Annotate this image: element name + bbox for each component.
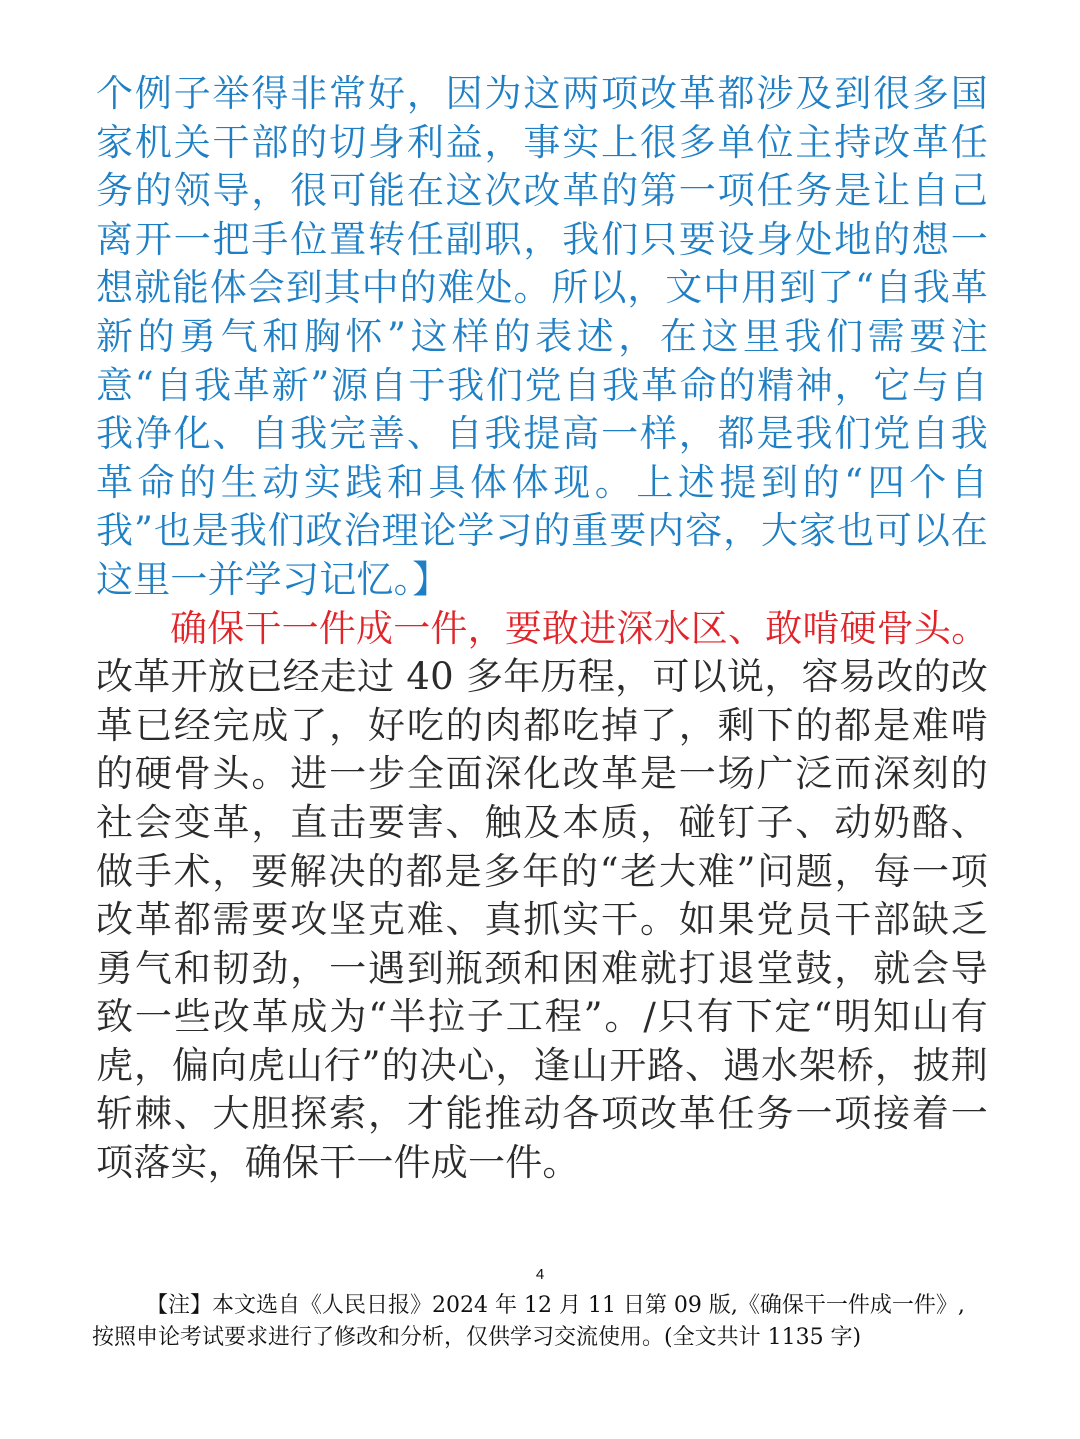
section-heading: 确保干一件成一件，要敢进深水区、敢啃硬骨头。 xyxy=(170,606,989,650)
footnote xyxy=(92,1290,992,1354)
footnote-line-1: 【注】本文选自《人民日报》2024 年 12 月 11 日第 09 版,《确保干一件成一件》, xyxy=(146,1293,965,1318)
main-paragraph: 改革开放已经走过 40 多年历程，可以说，容易改的改革已经完成了，好吃的肉都吃掉了，剩下的都是难啃的硬骨头。进一步全面深化改革是一场广泛而深刻的社会变革，直击要害、触及本质，碰钉子、动奶酪、做手术，要解决的都是多年的“老大难”问题，每一项改革都需要攻坚克难、真抓实干。如果党员干部缺乏勇气和韧劲，一遇到瓶颈和困难就打退堂鼓，就会导致一些改革成为“半拉子工程”。/只有下定“明知山有虎，偏向虎山行”的决心，逢山开路、遇水架桥，披荆斩棘、大胆探索，才能推动各项改革任务一项接着一项落实，确保干一件成一件。 xyxy=(96,655,988,1185)
footnote-line-2: 按照申论考试要求进行了修改和分析，仅供学习交流使用。(全文共计 1135 字) xyxy=(92,1325,862,1350)
page-number: 4 xyxy=(535,1266,545,1283)
article-body xyxy=(96,70,988,1188)
analysis-note-paragraph: 个例子举得非常好，因为这两项改革都涉及到很多国家机关干部的切身利益，事实上很多单位主持改革任务的领导，很可能在这次改革的第一项任务是让自己离开一把手位置转任副职，我们只要设身处地的想一想就能体会到其中的难处。所以，文中用到了“自我革新的勇气和胸怀”这样的表述，在这里我们需要注意“自我革新”源自于我们党自我革命的精神，它与自我净化、自我完善、自我提高一样，都是我们党自我革命的生动实践和具体体现。上述提到的“四个自我”也是我们政治理论学习的重要内容，大家也可以在这里一并学习记忆。】 xyxy=(96,72,988,601)
